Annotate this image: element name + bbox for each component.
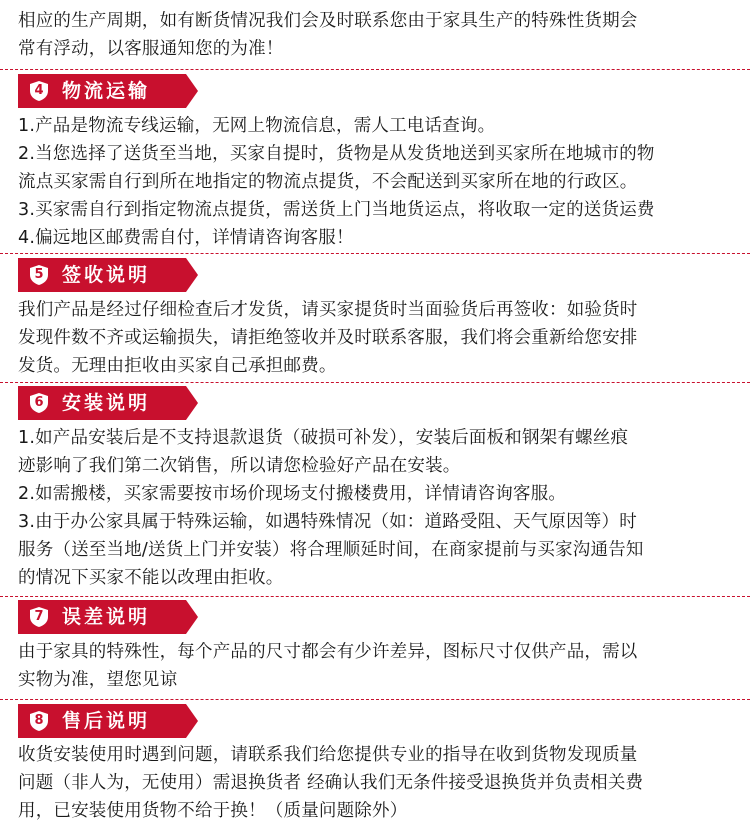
body-line: 由于家具的特殊性，每个产品的尺寸都会有少许差异，图标尺寸仅供产品，需以 [18,642,638,662]
body-line: 流点买家需自行到所在地指定的物流点提货，不会配送到买家所在地的行政区。 [18,172,638,192]
body-line: 问题（非人为，无使用）需退换货者 经确认我们无条件接受退换货并负责相关费 [18,773,644,793]
section-header-logistics [18,74,198,108]
body-line: 2.如需搬楼，买家需要按市场价现场支付搬楼费用，详情请咨询客服。 [18,484,567,504]
section-header-tolerance [18,600,198,634]
body-line: 发货。无理由拒收由买家自己承担邮费。 [18,356,337,376]
section-number: 6 [34,395,44,410]
section-title: 物流运输 [62,80,151,102]
section-title: 安装说明 [62,392,151,414]
body-line: 3.由于办公家具属于特殊运输，如遇特殊情况（如：道路受阻、天气原因等）时 [18,512,637,532]
body-line: 的情况下买家不能以改理由拒收。 [18,568,284,588]
body-line: 发现件数不齐或运输损失，请拒绝签收并及时联系客服，我们将会重新给您安排 [18,328,638,348]
body-line: 4.偏远地区邮费需自付，详情请咨询客服！ [18,228,354,248]
section-body-installation [18,424,740,592]
intro-line: 常有浮动，以客服通知您的为准！ [18,39,284,59]
section-number: 5 [34,267,44,282]
body-line: 1.如产品安装后是不支持退款退货（破损可补发），安装后面板和钢架有螺丝痕 [18,428,629,448]
body-line: 2.当您选择了送货至当地，买家自提时，货物是从发货地送到买家所在地城市的物 [18,144,655,164]
body-line: 实物为准，望您见谅 [18,670,178,690]
body-line: 我们产品是经过仔细检查后才发货，请买家提货时当面验货后再签收：如验货时 [18,300,638,320]
shield-number-icon [28,710,50,732]
section-body-signing [18,296,740,380]
body-line: 服务（送至当地/送货上门并安装）将合理顺延时间，在商家提前与买家沟通告知 [18,540,644,560]
body-line: 用，已安装使用货物不给于换！（质量问题除外） [18,801,408,821]
shield-number-icon [28,392,50,414]
section-divider [0,382,750,383]
section-divider [0,69,750,70]
intro-paragraph [18,7,740,63]
section-number: 8 [34,713,44,728]
section-title: 误差说明 [62,606,151,628]
shield-number-icon [28,80,50,102]
intro-line: 相应的生产周期，如有断货情况我们会及时联系您由于家具生产的特殊性货期会 [18,11,638,31]
section-body-tolerance [18,638,740,694]
section-number: 4 [34,83,44,98]
section-title: 售后说明 [62,710,151,732]
section-title: 签收说明 [62,264,151,286]
section-divider [0,253,750,254]
section-divider [0,699,750,700]
section-divider [0,596,750,597]
section-body-after-sales [18,741,740,825]
body-line: 迹影响了我们第二次销售，所以请您检验好产品在安装。 [18,456,461,476]
body-line: 1.产品是物流专线运输，无网上物流信息，需人工电话查询。 [18,116,496,136]
section-body-logistics [18,112,740,252]
shield-number-icon [28,606,50,628]
section-header-installation [18,386,198,420]
shield-number-icon [28,264,50,286]
section-number: 7 [34,609,44,624]
section-header-signing [18,258,198,292]
body-line: 3.买家需自行到指定物流点提货，需送货上门当地货运点，将收取一定的送货运费 [18,200,655,220]
body-line: 收货安装使用时遇到问题，请联系我们给您提供专业的指导在收到货物发现质量 [18,745,638,765]
section-header-after-sales [18,704,198,738]
